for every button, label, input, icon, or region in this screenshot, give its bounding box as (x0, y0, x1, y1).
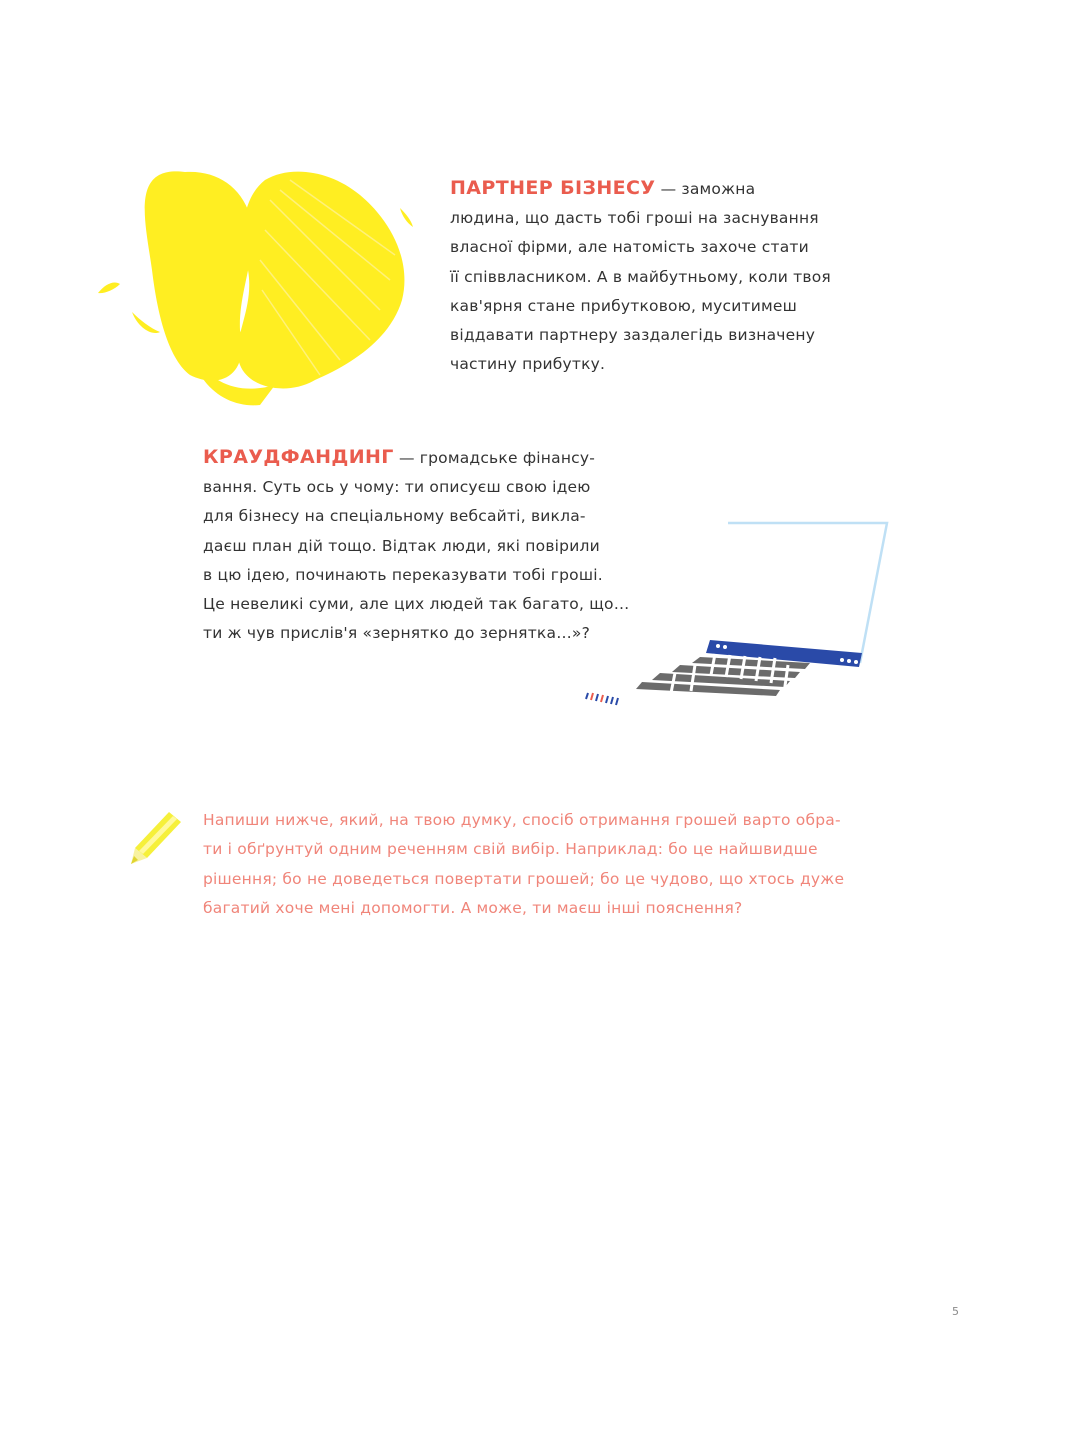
crowd-line-1-text: — громадське фінансу- (393, 449, 596, 467)
crowdfunding-definition (203, 443, 630, 648)
task-instructions (203, 806, 853, 923)
crowd-line-6: Це невеликі суми, але цих людей так багато, що… (203, 595, 630, 614)
partner-line-5: кав'ярня стане прибутковою, муситимеш (450, 296, 797, 315)
crowd-line-3: для бізнесу на спеціальному вебсайті, викла- (203, 507, 586, 526)
crowd-line-2: вання. Суть ось у чому: ти описуєш свою ідею (203, 478, 591, 497)
task-line-2: ти і обґрунтуй одним реченням свій вибір. Наприклад: бо це найшвидше (203, 840, 818, 859)
crowd-line-5: в цю ідею, починають переказувати тобі гроші. (203, 565, 603, 584)
partner-line-3: власної фірми, але натомість захоче стати (450, 238, 809, 257)
yellow-scribble-icon (90, 160, 430, 410)
partner-line-4: її співвласником. А в майбутньому, коли твоя (450, 267, 831, 286)
page-number: 5 (952, 1305, 959, 1318)
partner-line-1-text: — заможна (655, 180, 756, 198)
partner-line-6: віддавати партнеру заздалегідь визначену (450, 326, 816, 345)
partner-definition (450, 174, 850, 379)
partner-line-1 (450, 174, 850, 204)
partner-term: ПАРТНЕР БІЗНЕСУ (450, 177, 656, 199)
crowd-line-1 (203, 443, 623, 473)
laptop-icon (580, 515, 900, 715)
crowd-line-4: даєш план дій тощо. Відтак люди, які повірили (203, 536, 600, 555)
task-line-3: рішення; бо не доведеться повертати грошей; бо це чудово, що хтось дуже (203, 869, 845, 888)
partner-line-2: людина, що дасть тобі гроші на заснування (450, 209, 819, 228)
task-line-4: багатий хоче мені допомогти. А може, ти маєш інші пояснення? (203, 898, 743, 917)
pencil-icon (125, 808, 187, 870)
task-line-1: Напиши нижче, який, на твою думку, спосіб отримання грошей варто обра- (203, 811, 841, 829)
crowdfunding-term: КРАУДФАНДИНГ (203, 446, 394, 468)
partner-line-7: частину прибутку. (450, 355, 606, 374)
crowd-line-7: ти ж чув прислів'я «зернятко до зернятка…»? (203, 624, 591, 643)
